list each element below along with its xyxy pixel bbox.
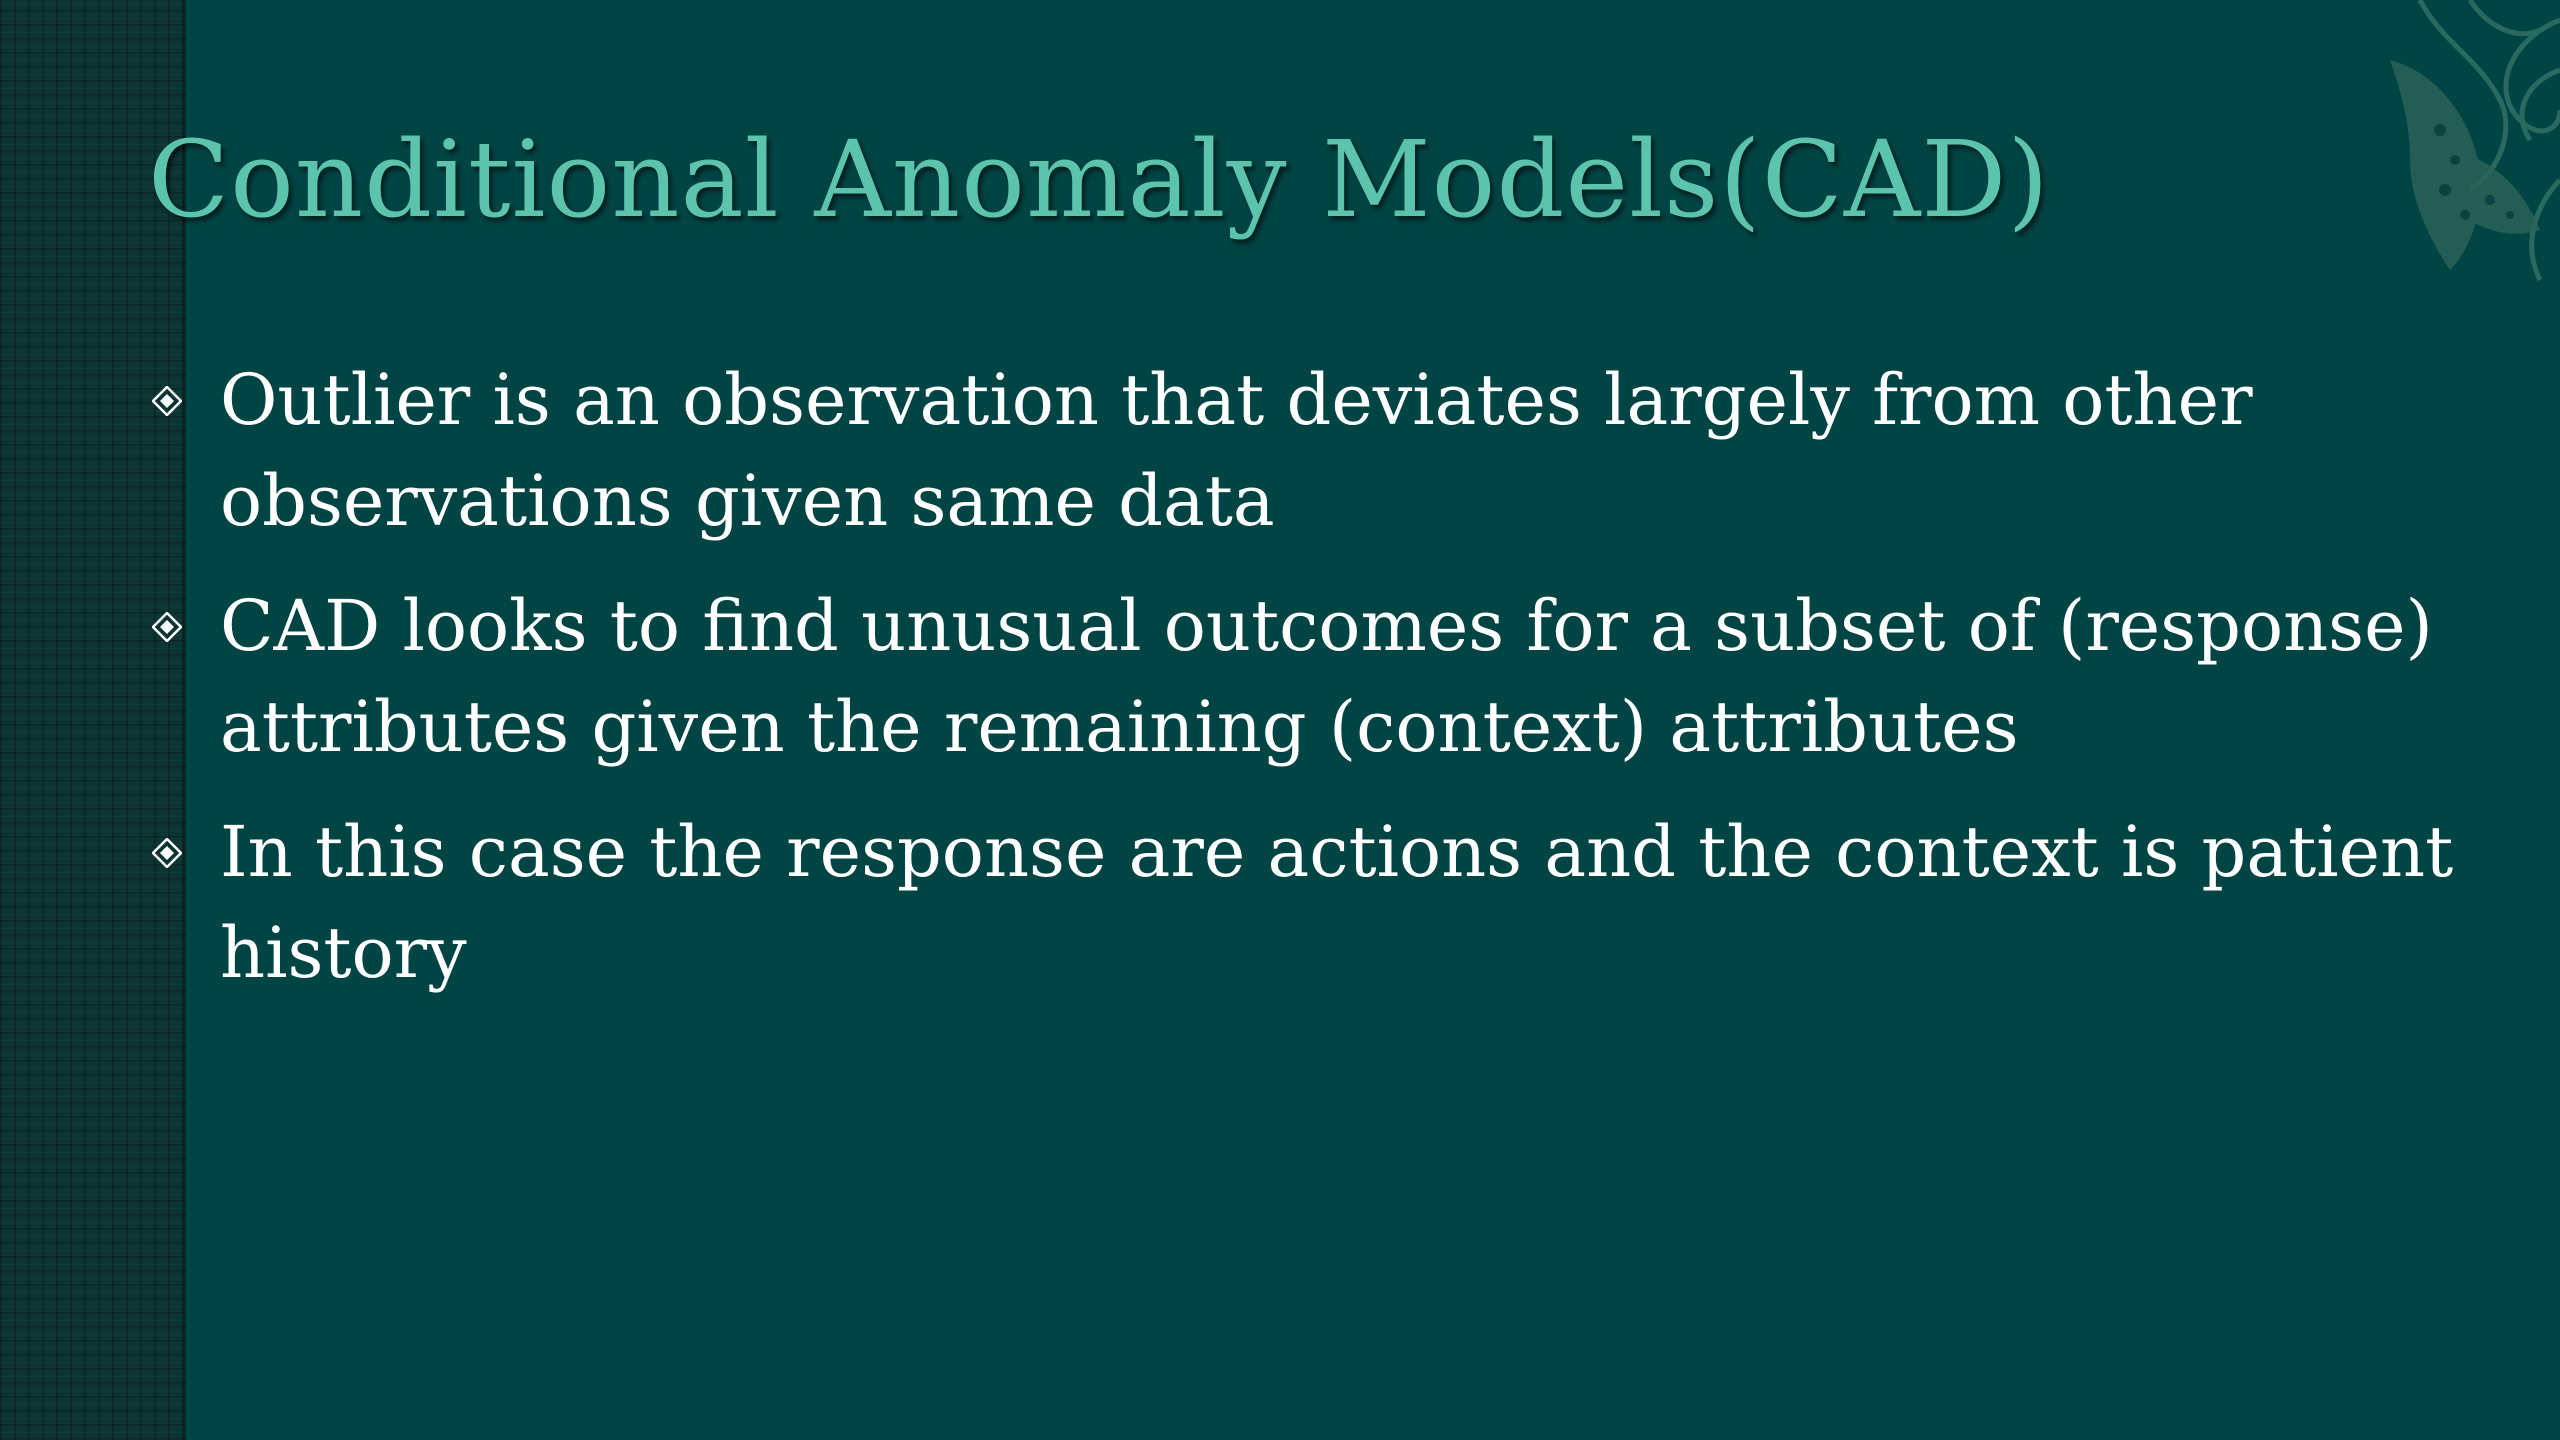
diamond-bullet-icon [152,838,182,868]
bullet-text: In this case the response are actions and the context is patient history [220,811,2454,994]
bullet-item [150,802,2470,1004]
bullet-list [150,350,2470,1028]
bullet-item [150,350,2470,552]
slide-title: Conditional Anomaly Models(CAD) [148,118,2050,241]
diamond-bullet-icon [152,612,182,642]
diamond-bullet-icon [152,386,182,416]
floral-ornament-icon [2240,0,2560,300]
bullet-text: CAD looks to find unusual outcomes for a subset of (response) attributes given the remaining (context) attributes [220,585,2433,768]
bullet-text: Outlier is an observation that deviates largely from other observations given same data [220,359,2253,542]
bullet-item [150,576,2470,778]
